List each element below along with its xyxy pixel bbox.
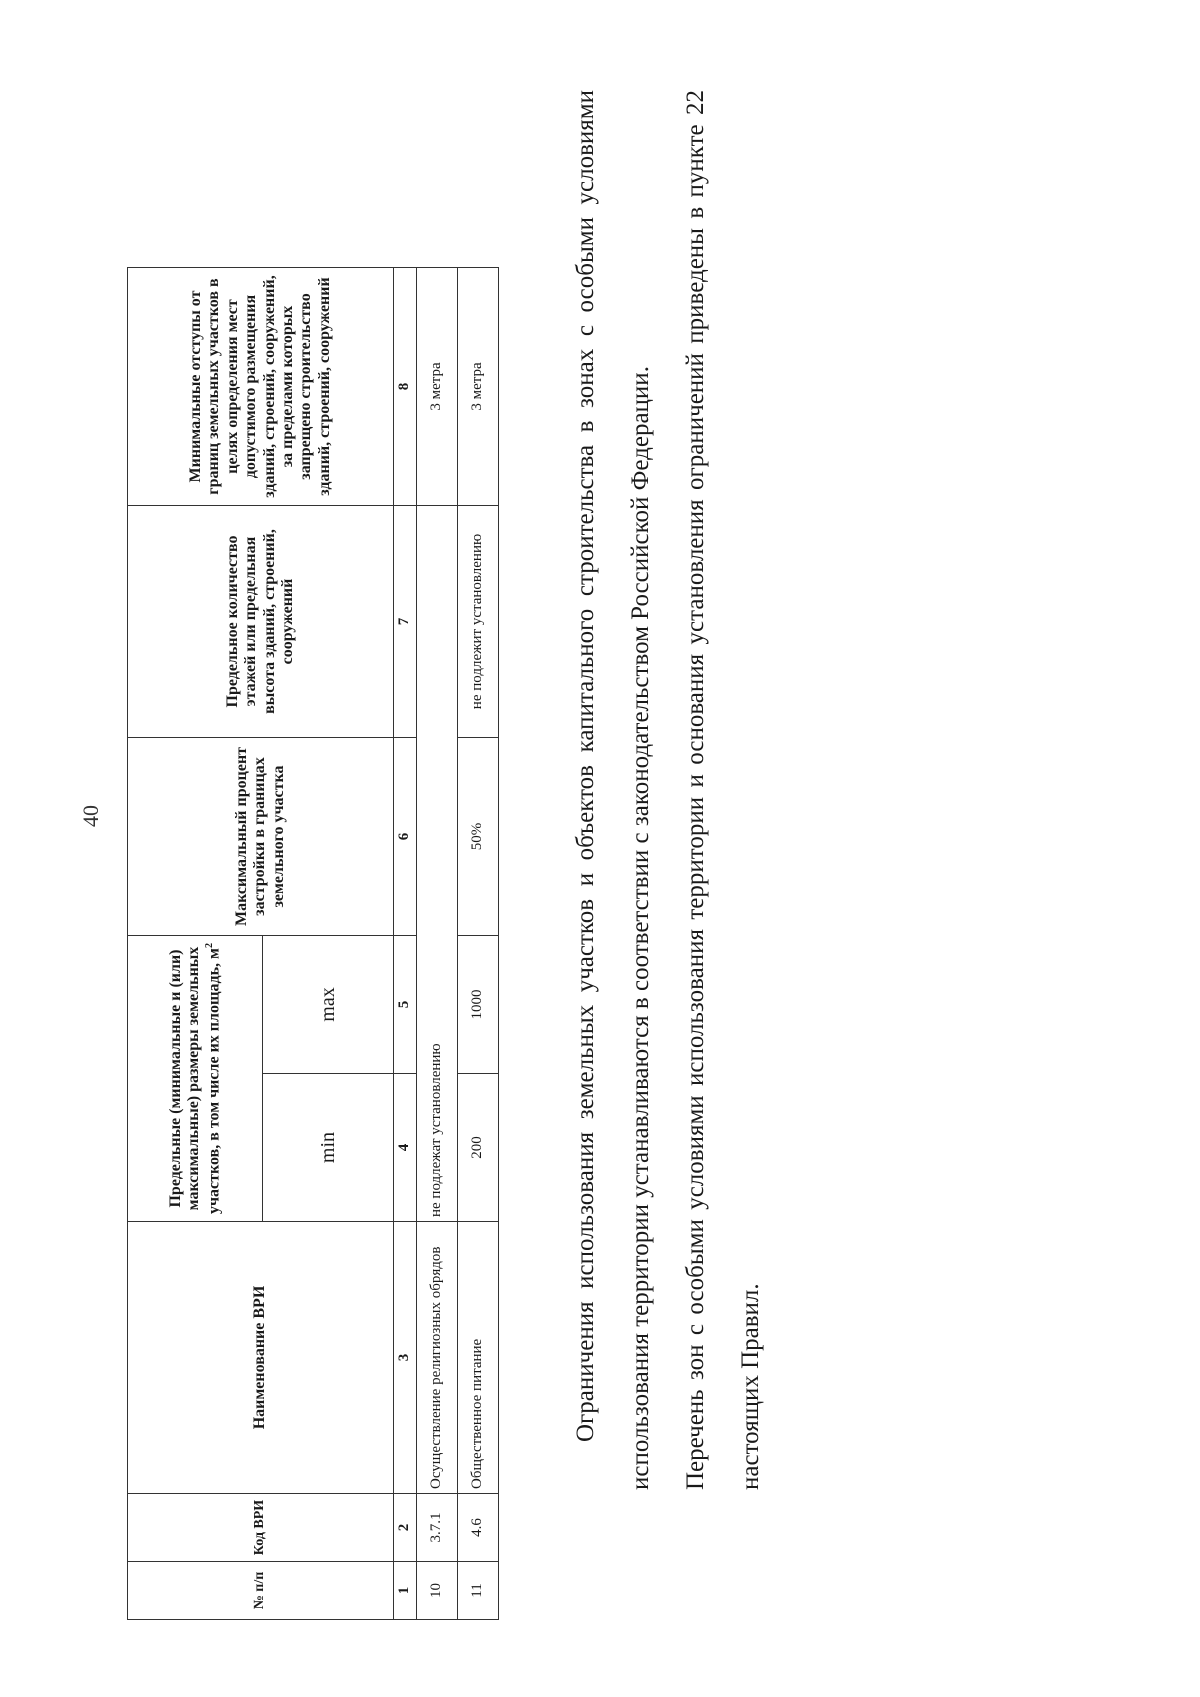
header-max-floors: Предельное количество этажей или предельная высота зданий, строений, сооружений <box>128 506 394 738</box>
col-number: 3 <box>394 1222 417 1494</box>
setback-value: 3 метра <box>458 268 499 506</box>
regulations-table <box>127 267 499 1620</box>
setback-value: 3 метра <box>417 268 458 506</box>
col-number: 6 <box>394 738 417 936</box>
table-row <box>458 268 499 1620</box>
vri-name: Общественное питание <box>458 1222 499 1494</box>
body-text <box>558 90 778 1490</box>
table-row <box>417 268 458 1620</box>
column-number-row <box>394 268 417 1620</box>
row-number: 10 <box>417 1562 458 1620</box>
row-number: 11 <box>458 1562 499 1620</box>
paragraph-restrictions: Ограничения использования земельных участков и объектов капитального строительства в зонах с особыми условиями использования территории устанавливаются в соответствии с законодательством Российской Федерации. <box>572 90 654 1490</box>
min-area: 200 <box>458 1074 499 1222</box>
merged-not-established: не подлежат установлению <box>417 506 458 1222</box>
header-vri-name: Наименование ВРИ <box>128 1222 394 1494</box>
vri-code: 3.7.1 <box>417 1494 458 1562</box>
paragraph-zones-list: Перечень зон с особыми условиями использования территории и основания установления ограничений приведены в пункте 22 настоящих Правил. <box>682 90 764 1490</box>
floors-value: не подлежит установлению <box>458 506 499 738</box>
building-percent: 50% <box>458 738 499 936</box>
col-number: 4 <box>394 1074 417 1222</box>
header-max-building-percent: Максимальный процент застройки в границах земельного участка <box>128 738 394 936</box>
header-row-number: № п/п <box>128 1562 394 1620</box>
vri-name: Осуществление религиозных обрядов <box>417 1222 458 1494</box>
header-min: min <box>263 1074 394 1222</box>
header-min-setbacks: Минимальные отступы от границ земельных участков в целях определения мест допустимого размещения зданий, строений, сооружений, за пределами которых запрещено строительство зданий, строений, сооружений <box>128 268 394 506</box>
col-number: 1 <box>394 1562 417 1620</box>
col-number: 7 <box>394 506 417 738</box>
max-area: 1000 <box>458 936 499 1074</box>
header-vri-code: Код ВРИ <box>128 1494 394 1562</box>
header-max: max <box>263 936 394 1074</box>
page-number: 40 <box>78 805 103 827</box>
header-plot-size: Предельные (минимальные и (или) максимальные) размеры земельных участков, в том числе их площадь, $м^2$ <box>128 936 263 1222</box>
col-number: 2 <box>394 1494 417 1562</box>
vri-code: 4.6 <box>458 1494 499 1562</box>
col-number: 8 <box>394 268 417 506</box>
col-number: 5 <box>394 936 417 1074</box>
